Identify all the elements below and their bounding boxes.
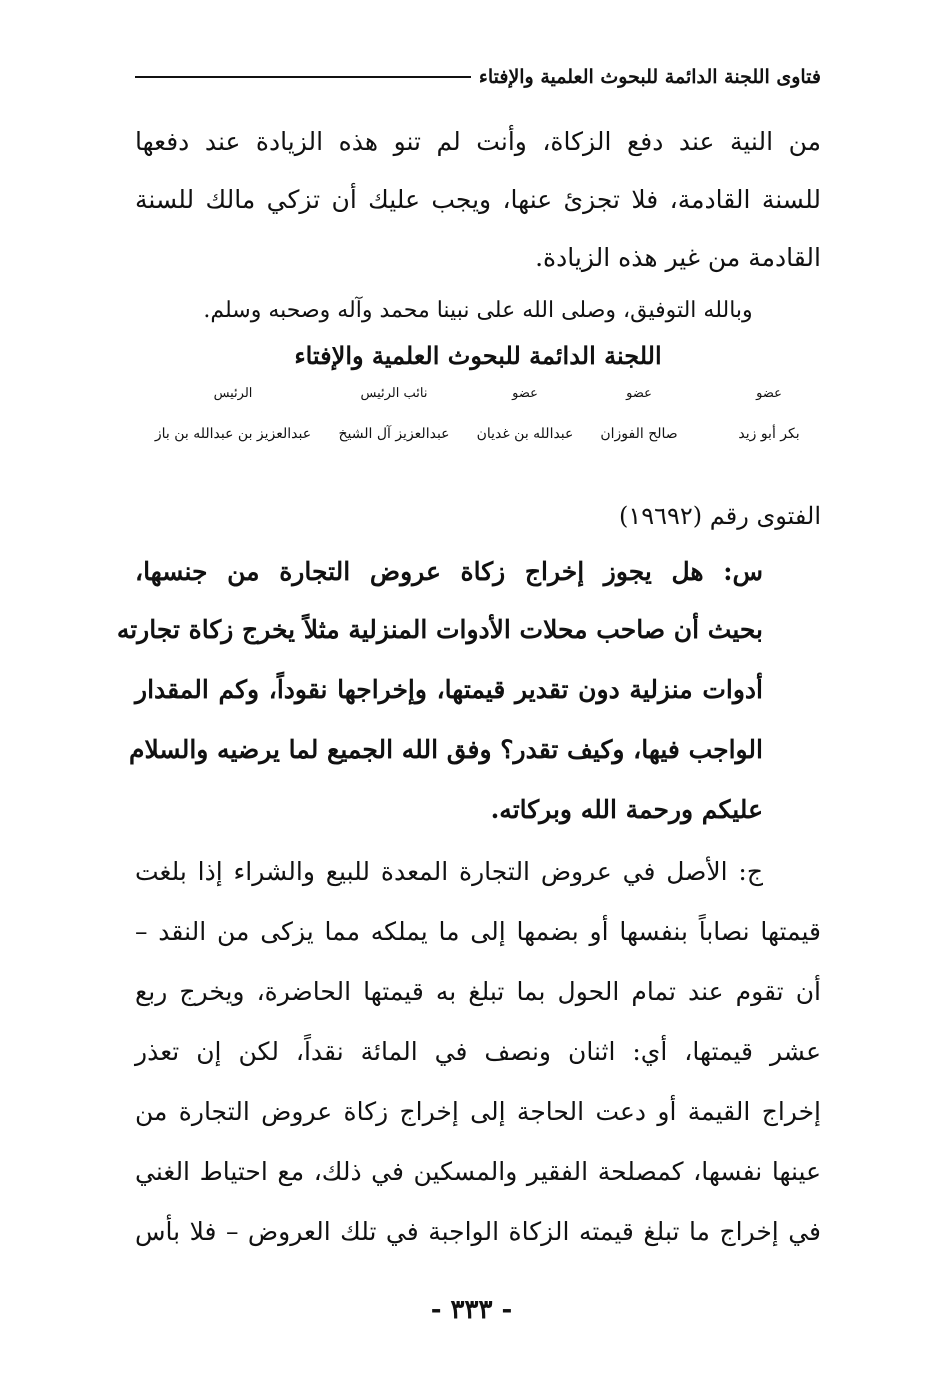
answer-line: قيمتها نصاباً بنفسها أو بضمها إلى ما يملكه مما يزكى من النقد –	[135, 917, 821, 946]
answer-line: أن تقوم عند تمام الحول بما تبلغ به قيمتها الحاضرة، ويخرج ربع	[135, 977, 821, 1006]
prev-answer-line: القادمة من غير هذه الزيادة.	[535, 243, 821, 272]
running-header-title: فتاوى اللجنة الدائمة للبحوث العلمية والإفتاء	[478, 66, 821, 88]
signatory-role: نائب الرئيس	[360, 386, 428, 401]
signatory-role: الرئيس	[213, 386, 253, 401]
signatory	[148, 382, 318, 448]
question-line: بحيث أن صاحب محلات الأدوات المنزلية مثلاً يخرج زكاة تجارته	[116, 615, 763, 644]
question-line: عليكم ورحمة الله وبركاته.	[490, 795, 763, 824]
signatory-role: عضو	[626, 386, 652, 401]
signatories	[148, 382, 815, 452]
signatory-name: صالح الفوزان	[600, 426, 678, 442]
signatory	[324, 382, 464, 448]
answer-line: إخراج القيمة أو دعت الحاجة إلى إخراج زكاة عروض التجارة من	[135, 1097, 821, 1126]
signatory-name: عبدالعزيز آل الشيخ	[338, 426, 450, 442]
prev-answer-line: من النية عند دفع الزكاة، وأنت لم تنو هذه الزيادة عند دفعها	[135, 127, 821, 156]
answer-line: ج: الأصل في عروض التجارة المعدة للبيع والشراء إذا بلغت	[135, 857, 763, 886]
answer-line: في إخراج ما تبلغ قيمته الزكاة الواجبة في تلك العروض – فلا بأس	[135, 1217, 821, 1246]
signatory	[470, 382, 580, 448]
signatory	[722, 382, 816, 448]
running-header	[135, 62, 821, 92]
page-number: - ٣٣٣ -	[430, 1295, 513, 1325]
closing-prayer: وبالله التوفيق، وصلى الله على نبينا محمد وآله وصحبه وسلم.	[203, 298, 753, 323]
signatory-name: بكر أبو زيد	[738, 426, 800, 442]
question-line: س: هل يجوز إخراج زكاة عروض التجارة من جنسها،	[135, 557, 763, 586]
signatory-role: عضو	[756, 386, 782, 401]
signatory-name: عبدالله بن غديان	[476, 426, 574, 442]
fatwa-number: الفتوى رقم (١٩٦٩٢)	[618, 502, 821, 530]
answer-line: عشر قيمتها، أي: اثنان ونصف في المائة نقداً، لكن إن تعذر	[135, 1037, 821, 1066]
committee-title: اللجنة الدائمة للبحوث العلمية والإفتاء	[294, 341, 662, 370]
signatory-role: عضو	[512, 386, 538, 401]
header-rule	[135, 76, 471, 78]
signatory	[594, 382, 684, 448]
answer-line: عينها نفسها، كمصلحة الفقير والمسكين في ذلك، مع احتياط الغني	[135, 1157, 821, 1186]
prev-answer-line: للسنة القادمة، فلا تجزئ عنها، ويجب عليك أن تزكي مالك للسنة	[135, 185, 821, 214]
question-line: الواجب فيها، وكيف تقدر؟ وفق الله الجميع لما يرضيه والسلام	[129, 735, 763, 764]
signatory-name: عبدالعزيز بن عبدالله بن باز	[154, 426, 312, 442]
question-line: أدوات منزلية دون تقدير قيمتها، وإخراجها نقوداً، وكم المقدار	[135, 675, 763, 704]
